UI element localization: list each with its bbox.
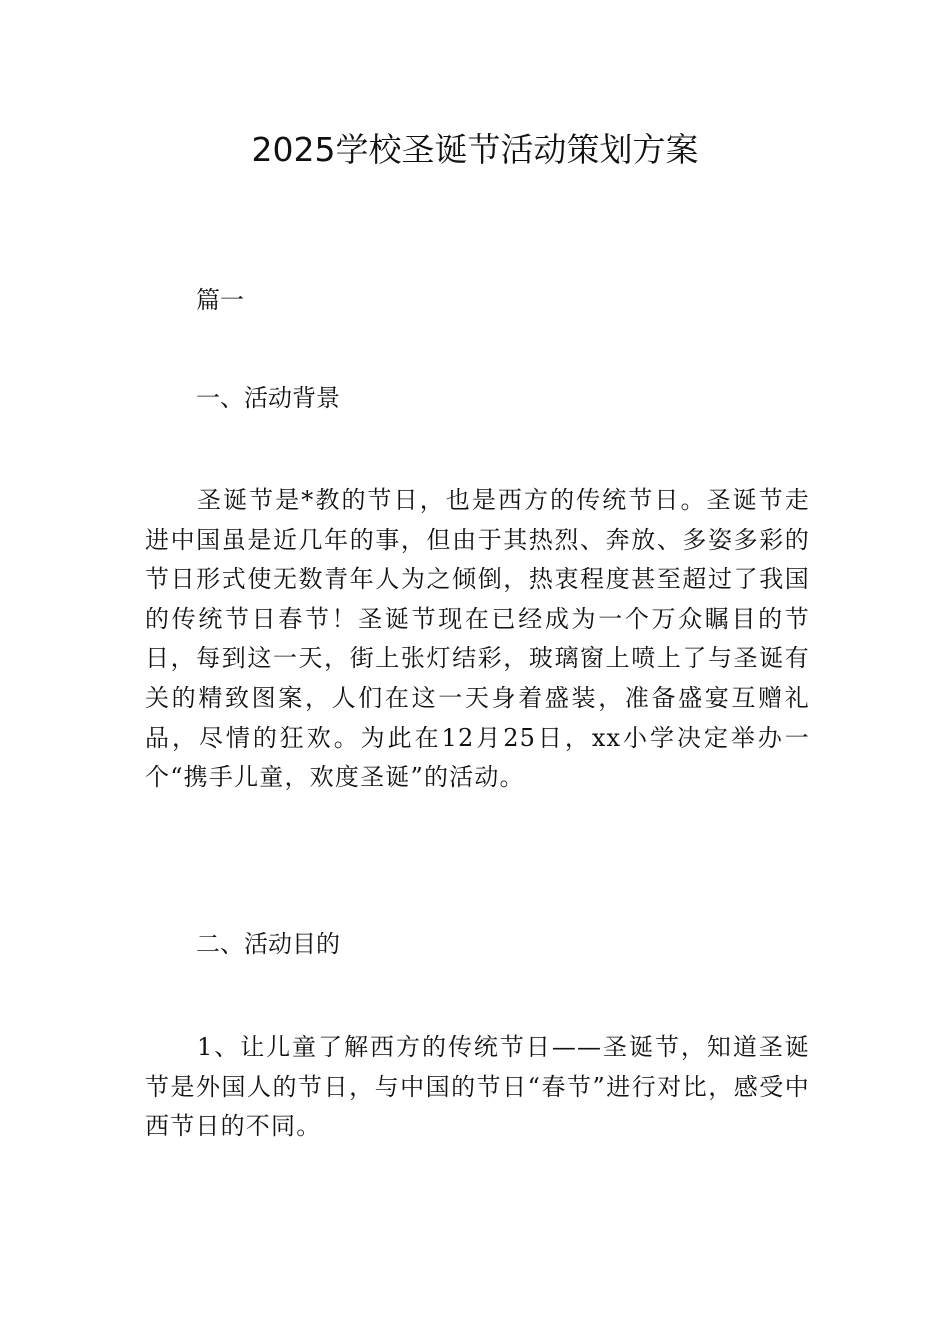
section-heading-background: 一、活动背景 [196,384,340,412]
section-heading-purpose: 二、活动目的 [196,930,340,958]
section-paragraph-purpose: 1、让儿童了解西方的传统节日——圣诞节，知道圣诞节是外国人的节日，与中国的节日“春节”进行对比，感受中西节日的不同。 [145,1033,810,1141]
part-label: 篇一 [196,286,244,314]
document-title: 2025学校圣诞节活动策划方案 [251,130,699,169]
section-paragraph-background: 圣诞节是*教的节日，也是西方的传统节日。圣诞节走进中国虽是近几年的事，但由于其热烈、奔放、多姿多彩的节日形式使无数青年人为之倾倒，热衷程度甚至超过了我国的传统节日春节！圣诞节现在已经成为一个万众瞩目的节日，每到这一天，街上张灯结彩，玻璃窗上喷上了与圣诞有关的精致图案，人们在这一天身着盛装，准备盛宴互赠礼品，尽情的狂欢。为此在12月25日，xx小学决定举办一个“携手儿童，欢度圣诞”的活动。 [145,486,810,792]
